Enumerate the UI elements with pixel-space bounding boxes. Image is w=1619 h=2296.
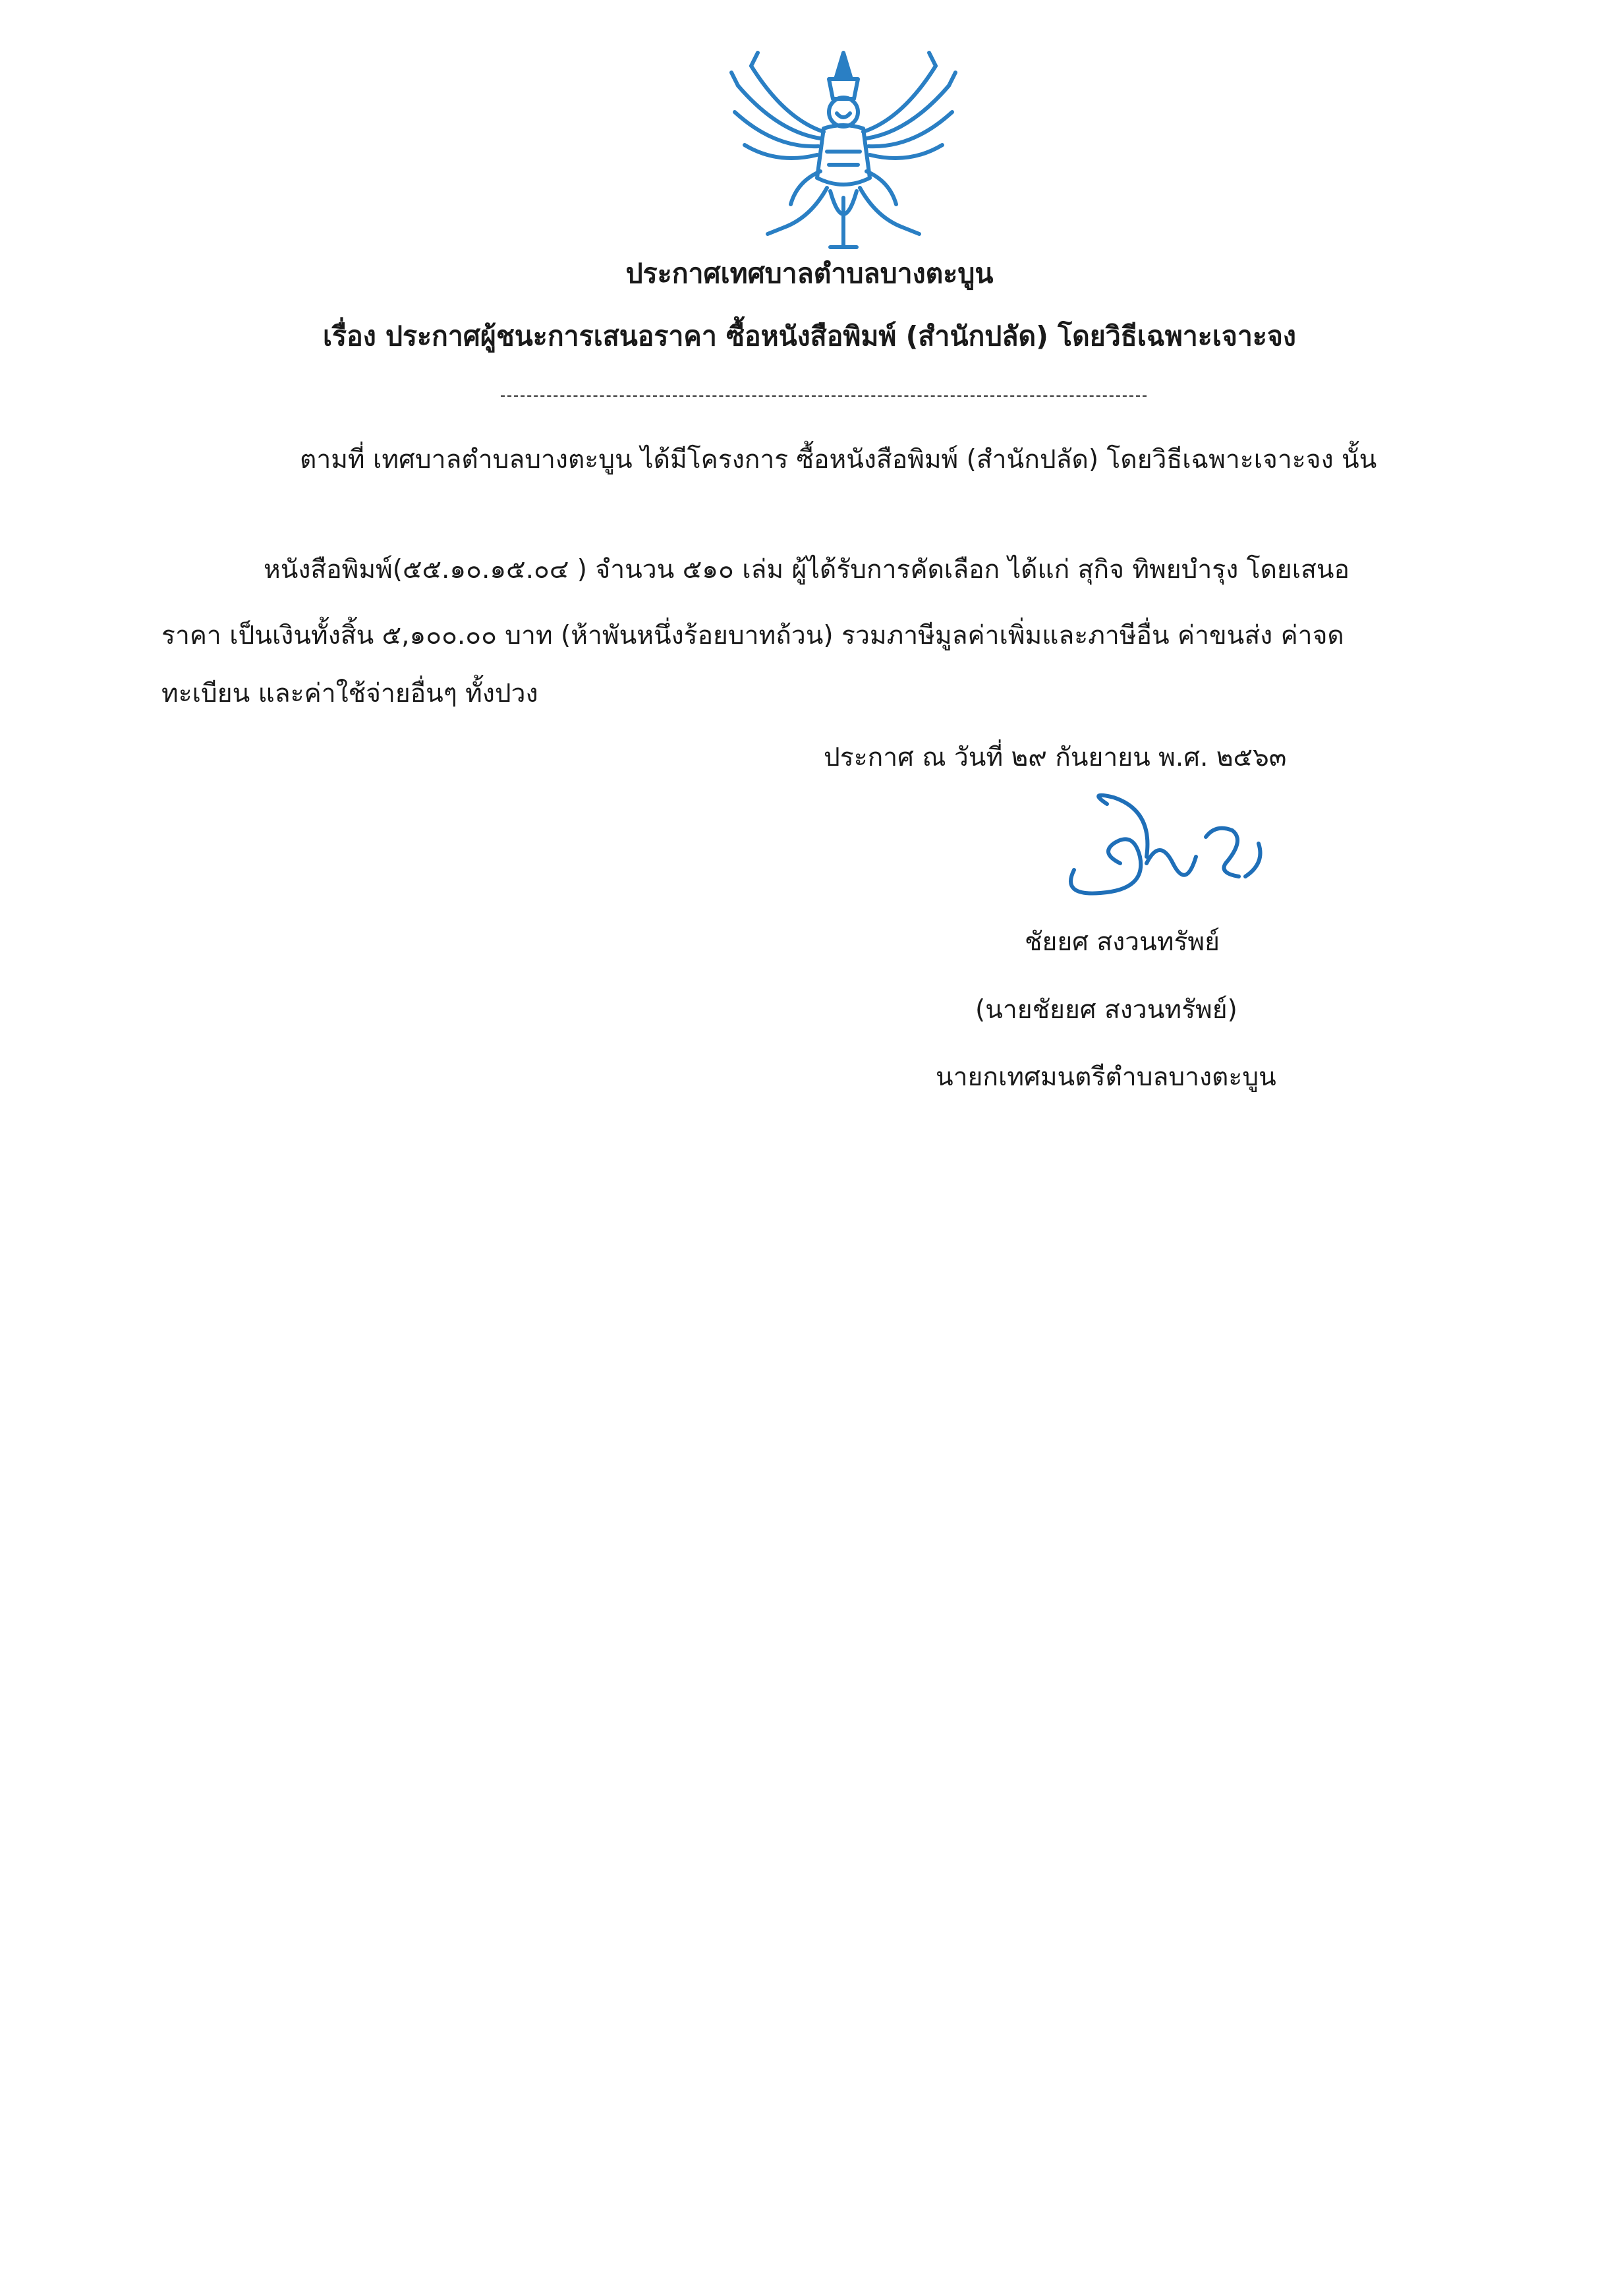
signatory-full-name: (นายชัยยศ สงวนทรัพย์)	[975, 995, 1237, 1025]
signatory-title: นายกเทศมนตรีตำบลบางตะบูน	[936, 1062, 1276, 1092]
divider-line	[501, 395, 1147, 397]
announcement-date: ประกาศ ณ วันที่ ๒๙ กันยายน พ.ศ. ๒๕๖๓	[824, 743, 1287, 772]
announcement-title: ประกาศเทศบาลตำบลบางตะบูน	[625, 258, 994, 289]
body-text-line-1: ตามที่ เทศบาลตำบลบางตะบูน ได้มีโครงการ ซื้อหนังสือพิมพ์ (สำนักปลัด) โดยวิธีเฉพาะเจาะจง นั้น	[300, 445, 1377, 474]
signatory-name: ชัยยศ สงวนทรัพย์	[1025, 927, 1220, 957]
announcement-subject: เรื่อง ประกาศผู้ชนะการเสนอราคา ซื้อหนังสือพิมพ์ (สำนักปลัด) โดยวิธีเฉพาะเจาะจง	[323, 320, 1296, 352]
body-text-line-4: ทะเบียน และค่าใช้จ่ายอื่นๆ ทั้งปวง	[161, 679, 538, 708]
signature-icon	[1048, 784, 1285, 916]
garuda-emblem-icon	[712, 40, 975, 264]
body-text-line-3: ราคา เป็นเงินทั้งสิ้น ๕,๑๐๐.๐๐ บาท (ห้าพันหนึ่งร้อยบาทถ้วน) รวมภาษีมูลค่าเพิ่มและภาษีอื่น ค่าขนส่ง ค่าจด	[161, 621, 1344, 650]
body-text-line-2: หนังสือพิมพ์(๕๕.๑๐.๑๕.๐๔ ) จำนวน ๕๑๐ เล่ม ผู้ได้รับการคัดเลือก ได้แก่ สุกิจ ทิพยบำรุง โดยเสนอ	[264, 555, 1349, 585]
